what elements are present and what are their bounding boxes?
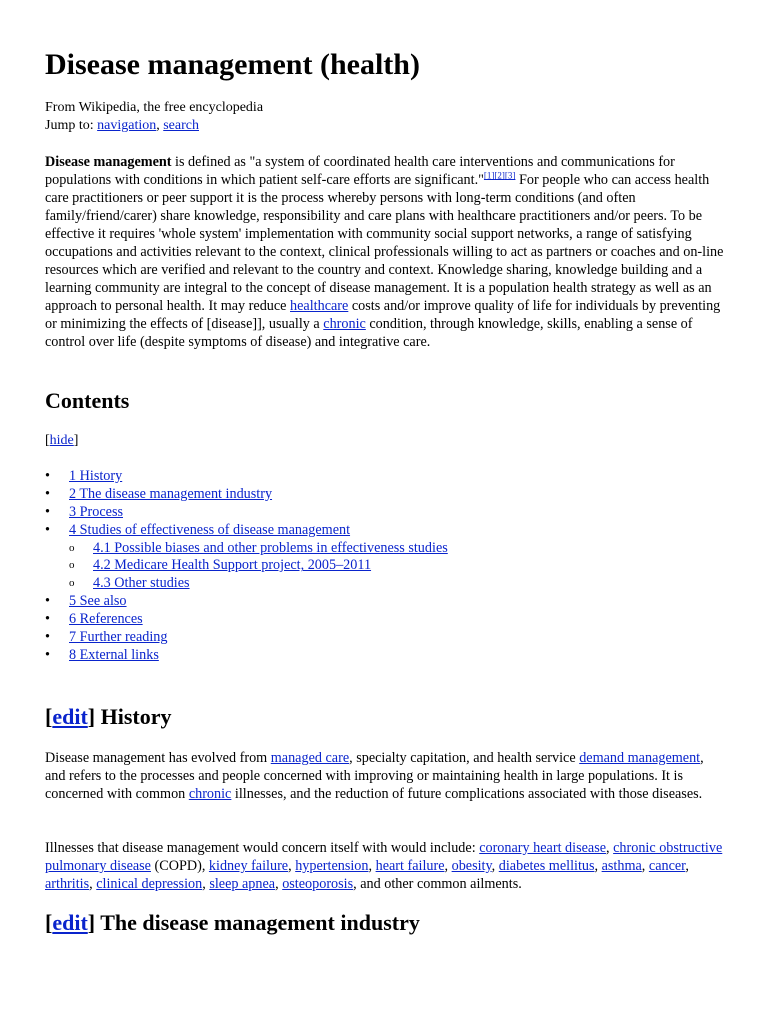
illness-link[interactable]: kidney failure xyxy=(208,858,289,874)
section-title: The disease management industry xyxy=(100,910,420,935)
toc-link[interactable]: 1 History xyxy=(69,468,123,484)
separator: , xyxy=(594,858,602,874)
text: , and refers to the processes and people concerned with improving or maintaining health in large populations. It is concerned with common xyxy=(45,750,704,802)
illness-link[interactable]: asthma xyxy=(601,858,642,874)
toc-link[interactable]: 5 See also xyxy=(69,593,127,610)
illness-link[interactable]: diabetes mellitus xyxy=(498,858,595,874)
illness-link[interactable]: clinical depression xyxy=(96,876,203,892)
toc-link[interactable]: 3 Process xyxy=(69,503,123,520)
toc-item xyxy=(45,522,448,540)
toc-item xyxy=(45,575,448,593)
jump-separator: , xyxy=(156,118,164,133)
toc-item xyxy=(45,486,448,504)
illness-link[interactable]: arthritis xyxy=(45,876,90,892)
text: (COPD) xyxy=(150,858,202,874)
toc-link[interactable]: 2 The disease management industry xyxy=(69,485,273,502)
managed-care-link[interactable]: managed care xyxy=(270,750,350,766)
illness-link[interactable]: sleep apnea xyxy=(209,876,276,892)
separator: , xyxy=(641,858,649,874)
section-title: History xyxy=(100,704,172,729)
contents-hide-toggle xyxy=(45,432,78,450)
separator: , xyxy=(275,876,283,892)
intro-text: For people who can access health care practitioners or peer support it is the process whereby persons with long-term conditions (and often family/friend/carer) share knowledge, responsibility and care plans with healthcare practitioners and/or peers. To be effective it requires 'whole system' implementation with community social support networks, a range of satisfying occupations and activities relevant to the context, clinical professionals willing to act as partners or coaches and on-line resources which are verified and relevant to the country and context. Knowledge sharing, knowledge building and a learning community are integral to the concept of disease management. It is a population health strategy as well as an approach to personal health. It may reduce xyxy=(45,172,724,314)
chronic-link[interactable]: chronic xyxy=(323,316,366,332)
text: , specialty capitation, and health service xyxy=(349,750,580,766)
bullet: • xyxy=(45,611,50,628)
separator: , xyxy=(201,858,209,874)
illness-link[interactable]: obesity xyxy=(451,858,492,874)
toc-item xyxy=(45,540,448,558)
text: , and other common ailments. xyxy=(353,876,522,892)
toc-link[interactable]: 4.2 Medicare Health Support project, 2005–2011 xyxy=(93,557,372,574)
text: Disease management has evolved from xyxy=(45,750,271,766)
site-subtitle: From Wikipedia, the free encyclopedia xyxy=(45,100,264,115)
bracket: ] xyxy=(87,704,101,729)
bullet: • xyxy=(45,503,50,520)
hide-link[interactable]: hide xyxy=(49,433,74,448)
jump-navigation-link[interactable]: navigation xyxy=(97,118,157,133)
illness-link[interactable]: cancer xyxy=(648,858,686,874)
toc-item xyxy=(45,504,448,522)
jump-links xyxy=(45,117,199,135)
toc-item xyxy=(45,629,448,647)
toc-link[interactable]: 4.3 Other studies xyxy=(93,575,190,592)
separator: , xyxy=(606,840,614,856)
bullet: • xyxy=(45,521,50,538)
contents-heading: Contents xyxy=(45,388,130,413)
edit-link[interactable]: edit xyxy=(52,704,88,729)
ref-link[interactable]: [1] xyxy=(483,170,495,181)
bracket: [ xyxy=(45,910,53,935)
toc-item xyxy=(45,647,448,665)
toc-link[interactable]: 6 References xyxy=(69,611,143,628)
toc-item xyxy=(45,468,448,486)
bullet: • xyxy=(45,629,50,646)
history-paragraph-2 xyxy=(45,839,725,893)
separator: , xyxy=(685,858,689,874)
illness-link[interactable]: osteoporosis xyxy=(282,876,354,892)
bullet: • xyxy=(45,593,50,610)
toc-link[interactable]: 4.1 Possible biases and other problems in effectiveness studies xyxy=(93,539,448,556)
toc-item xyxy=(45,611,448,629)
intro-bold-term: Disease management xyxy=(45,154,172,170)
separator: , xyxy=(491,858,499,874)
sub-bullet: o xyxy=(69,559,75,572)
jump-prefix: Jump to: xyxy=(45,118,98,133)
toc-link[interactable]: 4 Studies of effectiveness of disease management xyxy=(69,521,351,538)
toc-link[interactable]: 7 Further reading xyxy=(69,629,168,646)
sub-bullet: o xyxy=(69,577,75,590)
illness-link[interactable]: coronary heart disease xyxy=(479,840,607,856)
intro-text: costs and/or improve quality of life for individuals by preventing or minimizing the effects of [disease]], usually a xyxy=(45,298,721,332)
chronic-link[interactable]: chronic xyxy=(188,786,232,802)
industry-heading xyxy=(45,910,420,936)
bullet: • xyxy=(45,468,50,484)
bracket: ] xyxy=(87,910,101,935)
healthcare-link[interactable]: healthcare xyxy=(290,298,349,314)
bracket: [ xyxy=(45,704,53,729)
illness-link[interactable]: hypertension xyxy=(295,858,369,874)
separator: , xyxy=(89,876,97,892)
text: illnesses, and the reduction of future complications associated with those diseases. xyxy=(231,786,703,802)
intro-text: condition, through knowledge, skills, enabling a sense of control over life (despite symptoms of disease) and integrative care. xyxy=(45,316,693,350)
separator: , xyxy=(368,858,376,874)
table-of-contents xyxy=(45,468,448,665)
edit-link[interactable]: edit xyxy=(52,910,88,935)
separator: , xyxy=(288,858,296,874)
ref-link[interactable]: [3] xyxy=(504,170,516,181)
bracket: [ xyxy=(45,433,50,448)
toc-item xyxy=(45,593,448,611)
toc-link[interactable]: 8 External links xyxy=(69,646,159,663)
separator: , xyxy=(202,876,210,892)
intro-references xyxy=(484,170,516,180)
toc-item xyxy=(45,557,448,575)
history-paragraph-1 xyxy=(45,749,725,803)
intro-text: is defined as "a system of coordinated health care interventions and communications for populations with conditions in which patient self-care efforts are significant." xyxy=(45,154,675,188)
demand-management-link[interactable]: demand management xyxy=(579,750,701,766)
sub-bullet: o xyxy=(69,541,75,554)
separator: , xyxy=(444,858,452,874)
jump-search-link[interactable]: search xyxy=(163,118,199,133)
history-heading xyxy=(45,704,172,730)
ref-link[interactable]: [2] xyxy=(494,170,505,181)
illness-link[interactable]: heart failure xyxy=(375,858,445,874)
intro-paragraph xyxy=(45,153,725,351)
text: Illnesses that disease management would concern itself with would include: xyxy=(45,840,480,856)
page-title: Disease management (health) xyxy=(45,48,420,81)
bullet: • xyxy=(45,646,50,663)
illness-link[interactable]: chronic obstructive pulmonary disease xyxy=(45,840,723,874)
bullet: • xyxy=(45,485,50,502)
bracket: ] xyxy=(73,433,79,448)
